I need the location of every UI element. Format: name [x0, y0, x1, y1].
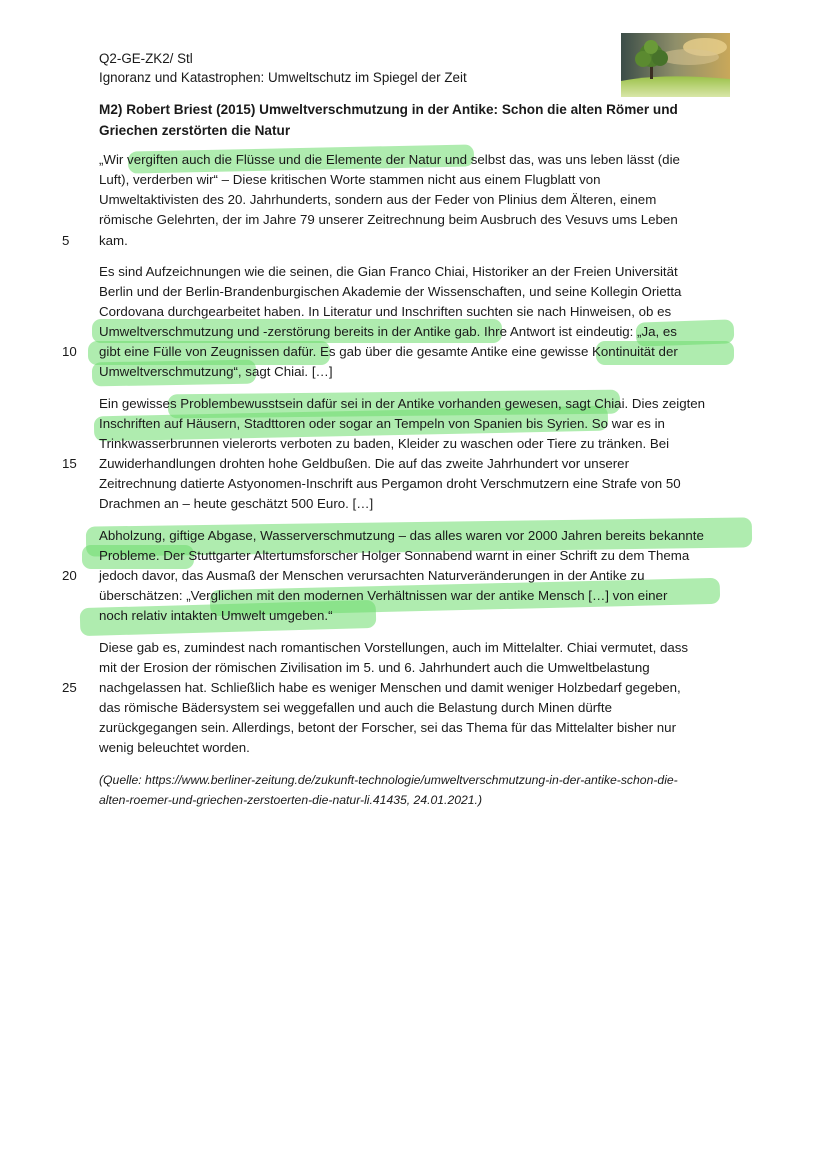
- text-line: Umweltverschmutzung und -zerstörung bereits in der Antike gab. Ihre Antwort ist eindeutig: „Ja, es: [99, 324, 677, 339]
- line-number: 20: [62, 568, 77, 583]
- text-line: Abholzung, giftige Abgase, Wasserverschmutzung – das alles waren vor 2000 Jahren bereits bekannte: [99, 528, 704, 543]
- line-number: 25: [62, 680, 77, 695]
- text-line: römische Gelehrten, der im Jahre 79 unserer Zeitrechnung beim Ausbruch des Vesuvs ums Leben: [99, 212, 678, 227]
- course-code: Q2-GE-ZK2/ Stl: [99, 51, 193, 66]
- text-line: Trinkwasserbrunnen vielerorts verboten zu baden, Kleider zu waschen oder Tiere zu tränken. Bei: [99, 436, 670, 451]
- text-line: das römische Bädersystem sei weggefallen und auch die Belastung durch Minen dürfte: [99, 700, 612, 715]
- source-line: (Quelle: https://www.berliner-zeitung.de/zukunft-technologie/umweltverschmutzung-in-der-antike-schon-die-: [99, 773, 678, 787]
- text-line: jedoch davor, das Ausmaß der Menschen verursachten Naturveränderungen in der Antike zu: [99, 568, 645, 583]
- unit-subtitle: Ignoranz und Katastrophen: Umweltschutz im Spiegel der Zeit: [99, 70, 467, 85]
- text-line: Es sind Aufzeichnungen wie die seinen, die Gian Franco Chiai, Historiker an der Freien Universität: [99, 264, 678, 279]
- line-number: 15: [62, 456, 77, 471]
- text-line: noch relativ intakten Umwelt umgeben.“: [99, 608, 333, 623]
- text-line: Umweltaktivisten des 20. Jahrhunderts, sondern aus der Feder von Plinius dem Älteren, einem: [99, 192, 657, 207]
- text-line: wenig beleuchtet worden.: [99, 740, 250, 755]
- text-line: Drachmen an – heute geschätzt 500 Euro. […]: [99, 496, 374, 511]
- source-line: alten-roemer-und-griechen-zerstoerten-die-natur-li.41435, 24.01.2021.): [99, 793, 483, 807]
- line-number: 10: [62, 344, 77, 359]
- text-line: Diese gab es, zumindest nach romantischen Vorstellungen, auch im Mittelalter. Chiai vermutet, dass: [99, 640, 689, 655]
- text-line: kam.: [99, 233, 128, 248]
- text-line: Berlin und der Berlin-Brandenburgischen Akademie der Wissenschaften, und seine Kollegin Orietta: [99, 284, 682, 299]
- tree-landscape-image: [621, 33, 730, 97]
- title-line: M2) Robert Briest (2015) Umweltverschmutzung in der Antike: Schon die alten Römer und: [99, 102, 678, 117]
- document-title: [99, 99, 699, 141]
- text-line: Zuwiderhandlungen drohten hohe Geldbußen. Die auf das zweite Jahrhundert vor unserer: [99, 456, 629, 471]
- text-line: zurückgegangen sein. Allerdings, betont der Forscher, sei das Thema für das Mittelalter bisher nur: [99, 720, 676, 735]
- text-line: Umweltverschmutzung“, sagt Chiai. […]: [99, 364, 333, 379]
- text-line: „Wir vergiften auch die Flüsse und die Elemente der Natur und selbst das, was uns leben lässt (die: [99, 152, 680, 167]
- text-line: Cordovana durchgearbeitet haben. In Literatur und Inschriften suchten sie nach Hinweisen, ob es: [99, 304, 672, 319]
- line-number: 5: [62, 233, 70, 248]
- text-line: gibt eine Fülle von Zeugnissen dafür. Es gab über die gesamte Antike eine gewisse Kontinuität der: [99, 344, 678, 359]
- text-line: Probleme. Der Stuttgarter Altertumsforscher Holger Sonnabend warnt in einer Schrift zu dem Thema: [99, 548, 690, 563]
- text-line: Luft), verderben wir“ – Diese kritischen Worte stammen nicht aus einem Flugblatt von: [99, 172, 601, 187]
- text-line: Ein gewisses Problembewusstsein dafür sei in der Antike vorhanden gewesen, sagt Chiai. Dies zeigten: [99, 396, 706, 411]
- text-line: Zeitrechnung datierte Astyonomen-Inschrift aus Pergamon droht Verschmutzern eine Strafe von 50: [99, 476, 681, 491]
- title-line: Griechen zerstörten die Natur: [99, 123, 291, 138]
- text-line: nachgelassen hat. Schließlich habe es weniger Menschen und damit weniger Holzbedarf gegeben,: [99, 680, 681, 695]
- text-line: Inschriften auf Häusern, Stadttoren oder sogar an Tempeln von Spanien bis Syrien. So war es in: [99, 416, 665, 431]
- text-line: überschätzen: „Verglichen mit den modernen Verhältnissen war der antike Mensch […] von einer: [99, 588, 668, 603]
- text-line: mit der Erosion der römischen Zivilisation im 5. und 6. Jahrhundert auch die Umweltbelastung: [99, 660, 650, 675]
